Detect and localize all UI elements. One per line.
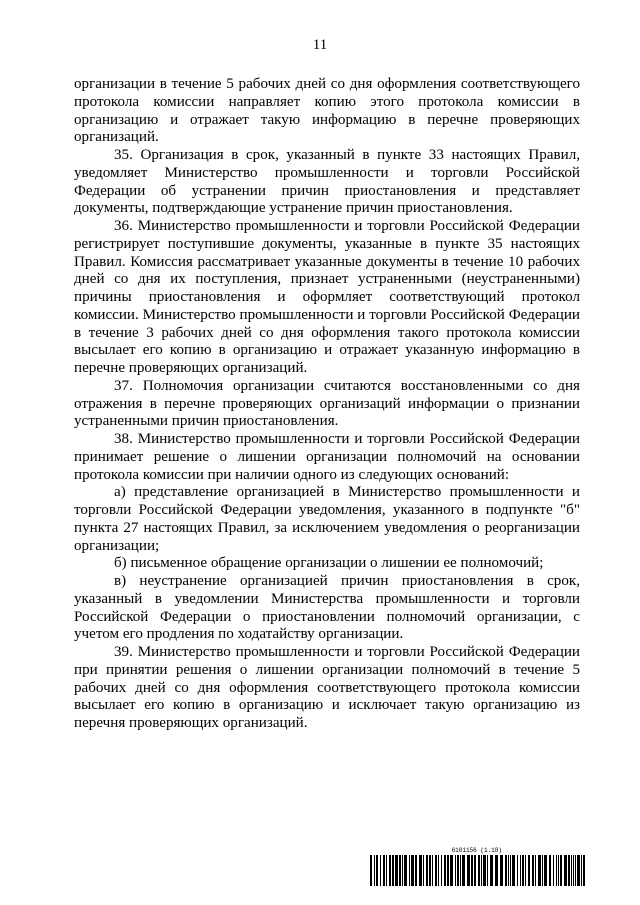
paragraph-39: 39. Министерство промышленности и торговли Российской Федерации при принятии решения о лишении организации полномочий в течение 5 рабочих дней со дня оформления соответствующего протокола комиссии высылает его копию в организацию и исключает такую организацию из перечня проверяющих организаций. [74,644,580,731]
barcode-icon [370,855,586,886]
paragraph-38: 38. Министерство промышленности и торговли Российской Федерации принимает решение о лишении организации полномочий на основании протокола комиссии при наличии одного из следующих оснований: [74,431,580,483]
paragraph-37: 37. Полномочия организации считаются восстановленными со дня отражения в перечне проверяющих организаций информации о признании устраненными причин приостановления. [74,377,580,430]
page-number: 11 [312,37,328,53]
paragraph-36: 36. Министерство промышленности и торговли Российской Федерации регистрирует поступившие документы, указанные в пункте 35 настоящих Правил. Комиссия рассматривает указанные документы в течение 10 рабочих дней со дня их поступления, признает устраненными (неустраненными) причины приостановления и оформляет соответствующий протокол комиссии. Министерство промышленности и торговли Российской Федерации в течение 3 рабочих дней со дня оформления такого протокола комиссии высылает его копию в организацию и отражает указанную информацию в перечне проверяющих организаций. [74,218,580,376]
barcode-caption: 6101156 (1.18) [451,847,502,854]
subparagraph-b: б) письменное обращение организации о лишении ее полномочий; [114,555,544,572]
paragraph-35: 35. Организация в срок, указанный в пункте 33 настоящих Правил, уведомляет Министерство промышленности и торговли Российской Федерации об устранении причин приостановления и представляет документы, подтверждающие устранение причин приостановления. [74,147,580,217]
document-body [74,76,580,733]
document-barcode [370,846,586,886]
paragraph: организации в течение 5 рабочих дней со дня оформления соответствующего протокола комиссии направляет копию этого протокола комиссии в организацию и отражает такую информацию в перечне проверяющих организаций. [74,76,580,146]
subparagraph-v: в) неустранение организацией причин приостановления в срок, указанный в уведомлении Министерства промышленности и торговли Российской Федерации о приостановлении полномочий организации, с учетом его продления по ходатайству организации. [74,573,580,643]
subparagraph-a: а) представление организацией в Министерство промышленности и торговли Российской Федерации уведомления, указанного в подпункте "б" пункта 27 настоящих Правил, за исключением уведомления о реорганизации организации; [74,484,580,554]
